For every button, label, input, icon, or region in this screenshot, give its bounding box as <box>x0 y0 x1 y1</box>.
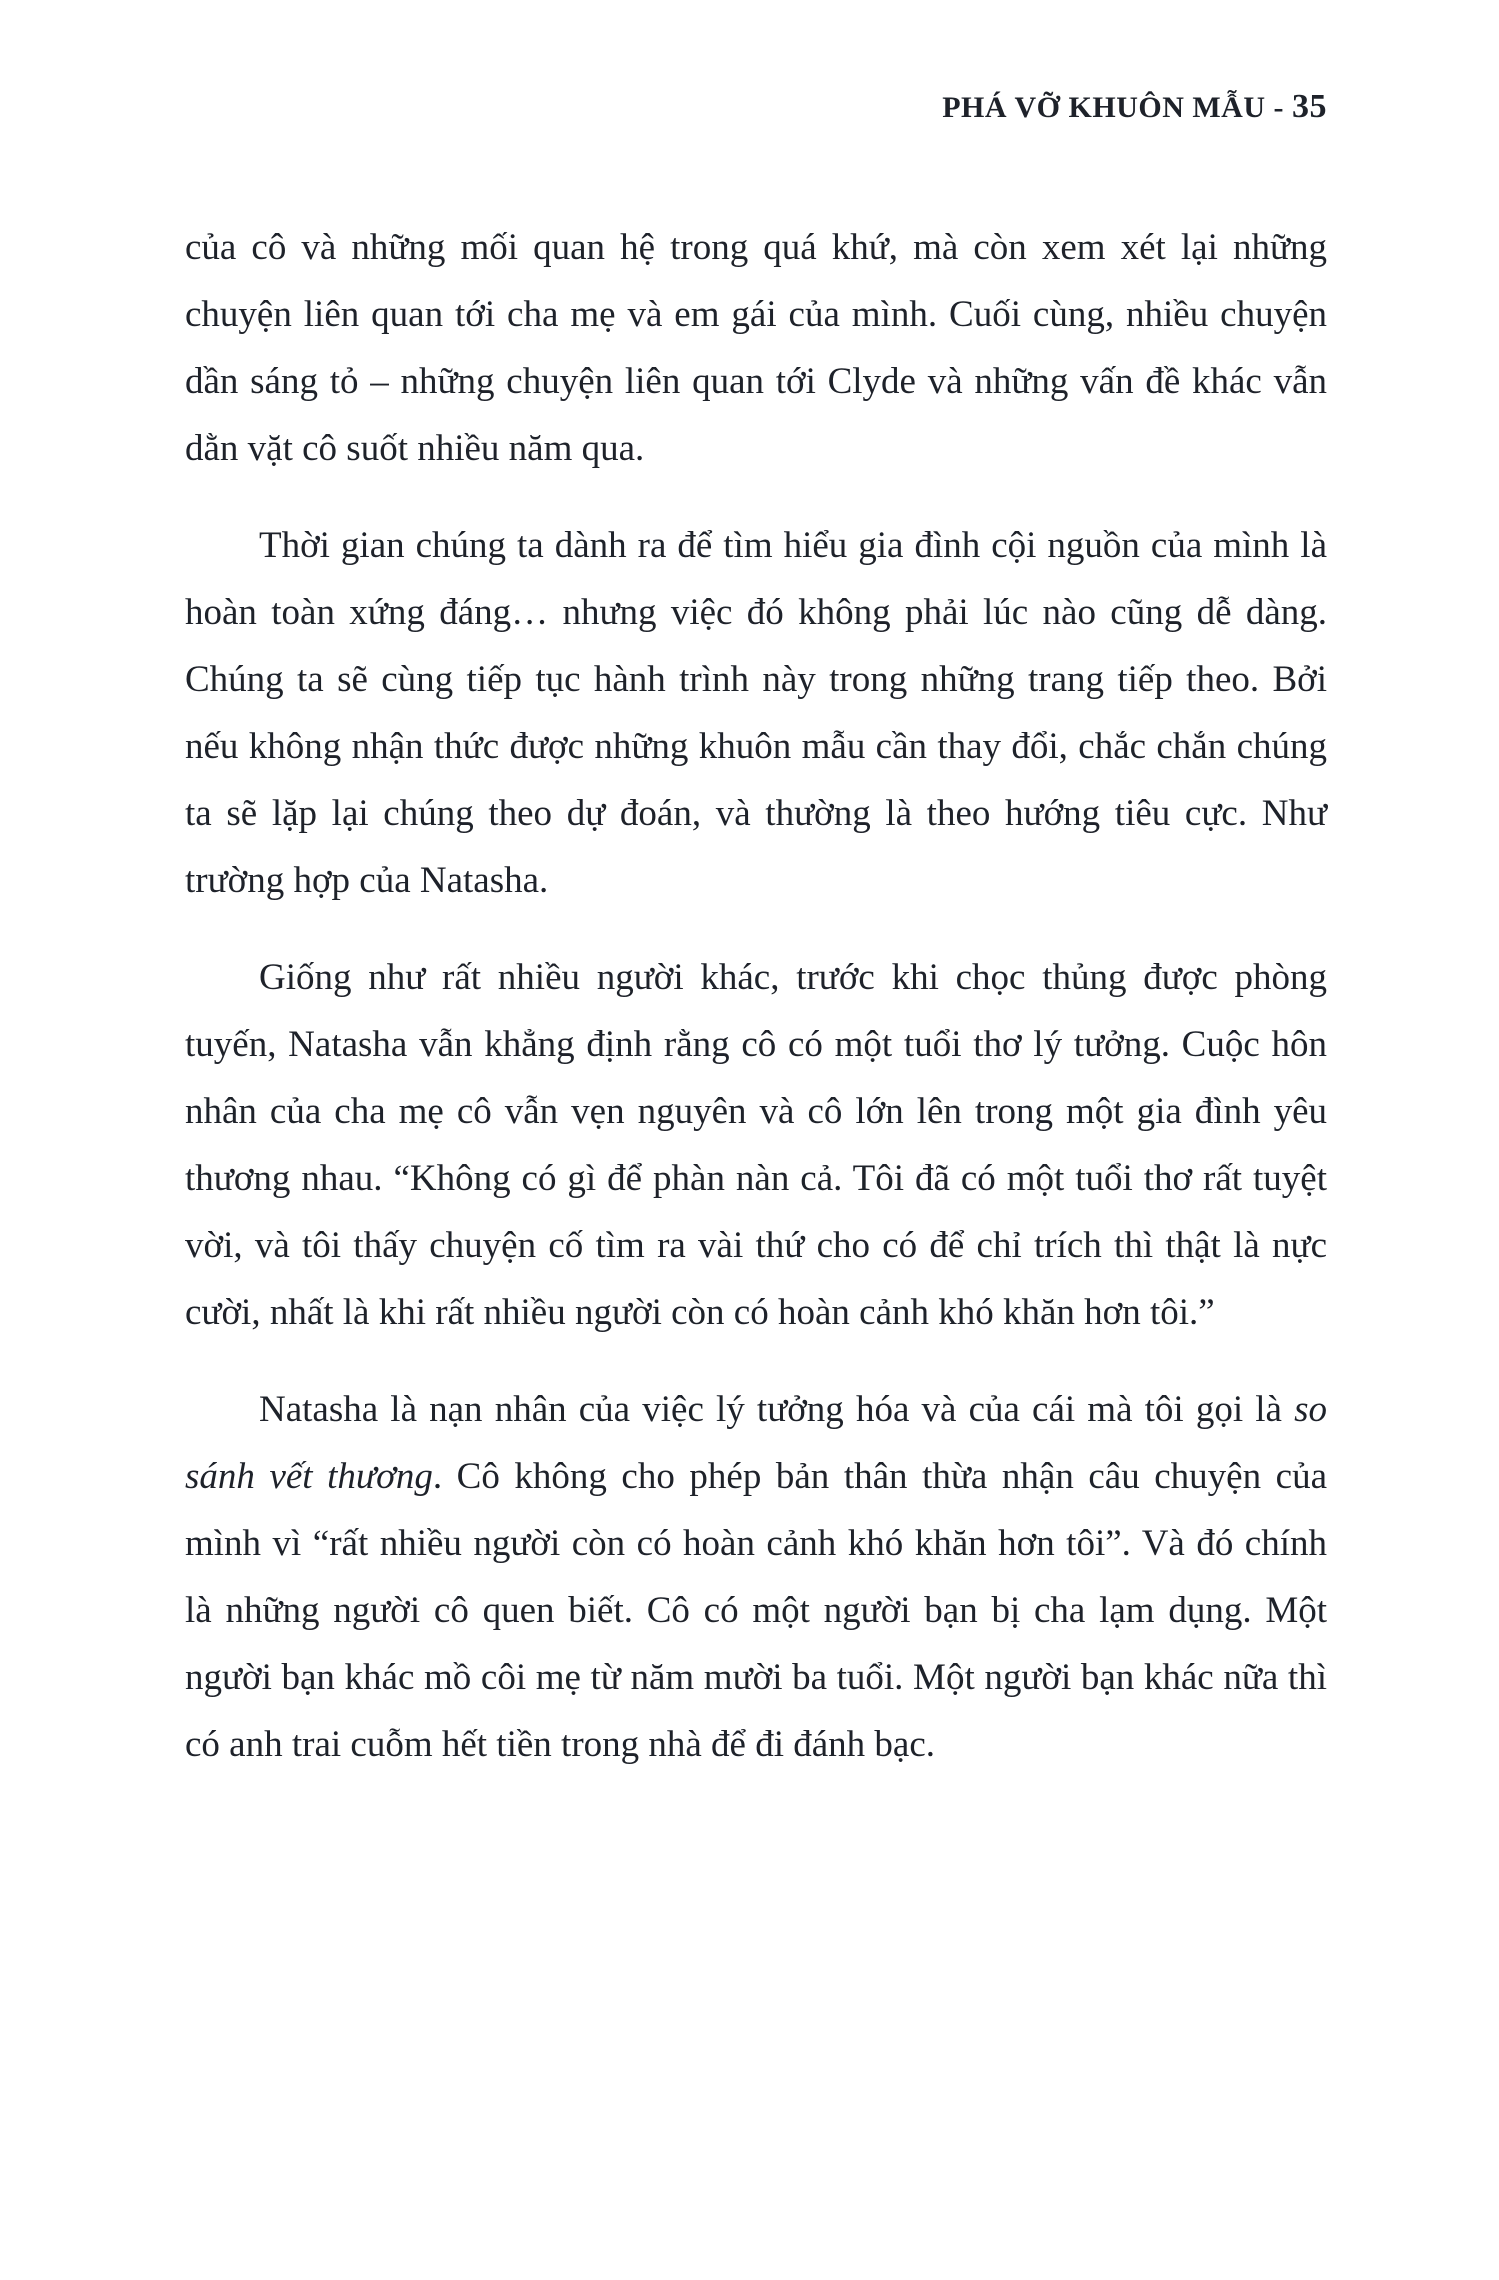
page-number: 35 <box>1292 88 1327 125</box>
paragraph: của cô và những mối quan hệ trong quá khứ, mà còn xem xét lại những chuyện liên quan tới cha mẹ và em gái của mình. Cuối cùng, nhiều chuyện dần sáng tỏ – những chuyện liên quan tới Clyde và những vấn đề khác vẫn dằn vặt cô suốt nhiều năm qua. <box>185 227 1327 469</box>
running-header <box>185 88 1327 126</box>
italic-phrase: so sánh vết thương <box>185 1389 1327 1497</box>
running-header-title: PHÁ VỠ KHUÔN MẪU - <box>942 91 1292 124</box>
paragraph: Thời gian chúng ta dành ra để tìm hiểu gia đình cội nguồn của mình là hoàn toàn xứng đáng… nhưng việc đó không phải lúc nào cũng dễ dàng. Chúng ta sẽ cùng tiếp tục hành trình này trong những trang tiếp theo. Bởi nếu không nhận thức được những khuôn mẫu cần thay đổi, chắc chắn chúng ta sẽ lặp lại chúng theo dự đoán, và thường là theo hướng tiêu cực. Như trường hợp của Natasha. <box>185 525 1327 901</box>
paragraph-text: Natasha là nạn nhân của việc lý tưởng hóa và của cái mà tôi gọi là <box>259 1389 1295 1430</box>
paragraph-text: . Cô không cho phép bản thân thừa nhận câu chuyện của mình vì “rất nhiều người còn có hoàn cảnh khó khăn hơn tôi”. Và đó chính là những người cô quen biết. Cô có một người bạn bị cha lạm dụng. Một người bạn khác mồ côi mẹ từ năm mười ba tuổi. Một người bạn khác nữa thì có anh trai cuỗm hết tiền trong nhà để đi đánh bạc. <box>185 1456 1327 1765</box>
paragraph <box>185 1376 1327 1778</box>
body-text <box>185 214 1327 1778</box>
paragraph: Giống như rất nhiều người khác, trước khi chọc thủng được phòng tuyến, Natasha vẫn khẳng định rằng cô có một tuổi thơ lý tưởng. Cuộc hôn nhân của cha mẹ cô vẫn vẹn nguyên và cô lớn lên trong một gia đình yêu thương nhau. “Không có gì để phàn nàn cả. Tôi đã có một tuổi thơ rất tuyệt vời, và tôi thấy chuyện cố tìm ra vài thứ cho có để chỉ trích thì thật là nực cười, nhất là khi rất nhiều người còn có hoàn cảnh khó khăn hơn tôi.” <box>185 957 1327 1333</box>
